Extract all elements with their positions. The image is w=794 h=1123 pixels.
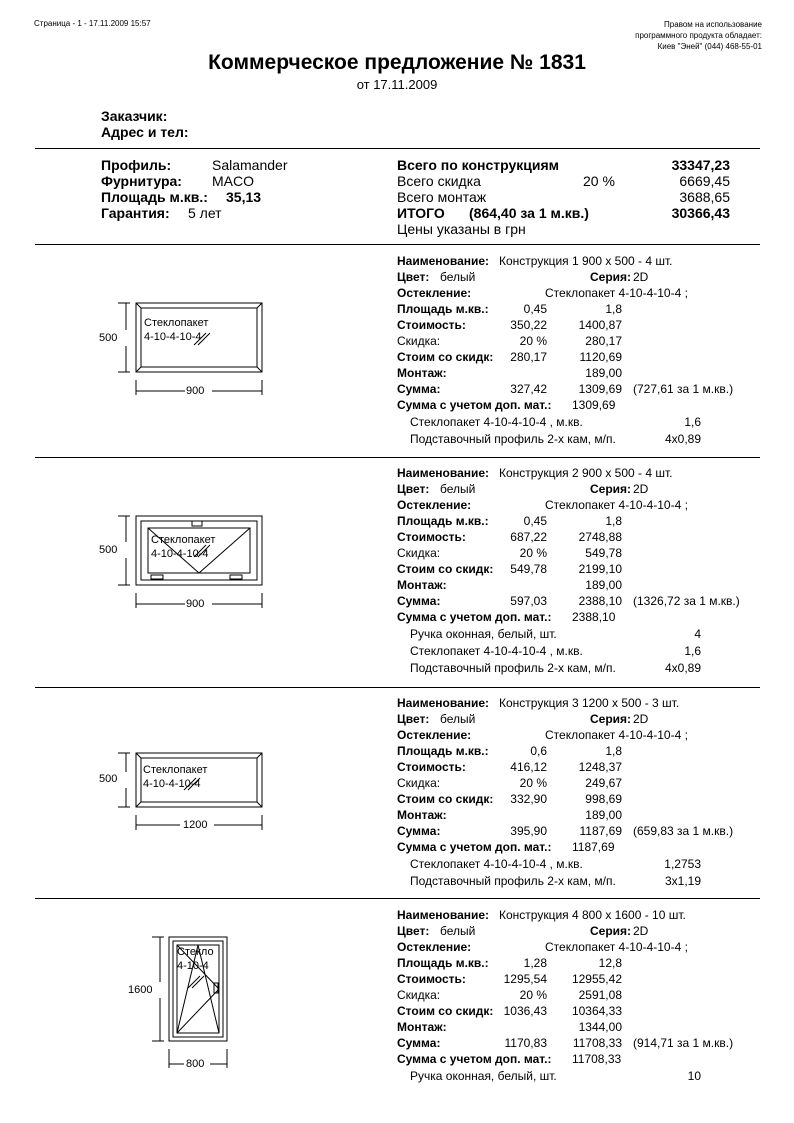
- cost-unit: 687,22: [510, 530, 547, 544]
- discount-label: Всего скидка: [397, 173, 481, 189]
- glazing-label: Остекление:: [397, 728, 472, 742]
- sum-total: 11708,33: [572, 1036, 622, 1050]
- area-unit: 0,45: [523, 302, 547, 316]
- install-label: Монтаж:: [397, 1020, 447, 1034]
- cost-discounted-label: Стоим со скидк:: [397, 792, 494, 806]
- glazing-value: Стеклопакет 4-10-4-10-4 ;: [545, 286, 688, 300]
- series-label: Серия:: [590, 924, 632, 938]
- extra-qty: 1,6: [684, 415, 701, 429]
- rights-line: программного продукта обладает:: [635, 31, 762, 40]
- color-value: белый: [440, 924, 476, 938]
- glass-label: 4-10-4: [177, 960, 209, 972]
- color-value: белый: [440, 482, 476, 496]
- sum-extra-label: Сумма с учетом доп. мат.:: [397, 610, 552, 624]
- sum-total: 2388,10: [578, 594, 622, 608]
- cost-unit: 416,12: [510, 760, 547, 774]
- width-dimension: 900: [186, 385, 205, 397]
- cost-discounted-label: Стоим со скидк:: [397, 350, 494, 364]
- grand-value: 30366,43: [671, 205, 730, 221]
- glass-label: 4-10-4-10-4: [143, 778, 201, 790]
- sum-unit: 597,03: [510, 594, 547, 608]
- fittings-label: Фурнитура:: [101, 173, 182, 189]
- area-unit: 0,45: [523, 514, 547, 528]
- glass-label: Стекло: [177, 946, 214, 958]
- discount-label: Скидка:: [397, 546, 441, 560]
- cost-unit: 350,22: [510, 318, 547, 332]
- area-total: 1,8: [605, 514, 622, 528]
- cost-discounted-total: 2199,10: [578, 562, 622, 576]
- construction-name: Конструкция 1 900 х 500 - 4 шт.: [499, 254, 673, 268]
- install-label: Монтаж:: [397, 808, 447, 822]
- sum-extra-label: Сумма с учетом доп. мат.:: [397, 1052, 552, 1066]
- cost-total: 1248,37: [578, 760, 622, 774]
- divider: [35, 457, 760, 458]
- grand-per-sqm: (864,40 за 1 м.кв.): [469, 205, 589, 221]
- glazing-value: Стеклопакет 4-10-4-10-4 ;: [545, 498, 688, 512]
- discount-percent: 20 %: [583, 173, 615, 189]
- area-unit: 0,6: [530, 744, 547, 758]
- cost-unit: 1295,54: [503, 972, 547, 986]
- sum-extra-value: 2388,10: [572, 610, 616, 624]
- divider: [35, 244, 760, 245]
- height-dimension: 1600: [128, 984, 153, 996]
- extra-qty: 10: [687, 1069, 701, 1083]
- discount-label: Скидка:: [397, 988, 441, 1002]
- cost-discounted-unit: 280,17: [510, 350, 547, 364]
- profile-label: Профиль:: [101, 157, 172, 173]
- install-label: Монтаж:: [397, 366, 447, 380]
- extra-qty: 1,2753: [664, 857, 701, 871]
- glazing-value: Стеклопакет 4-10-4-10-4 ;: [545, 728, 688, 742]
- sum-label: Сумма:: [397, 382, 441, 396]
- color-label: Цвет:: [397, 270, 430, 284]
- height-dimension: 500: [99, 332, 118, 344]
- page-header-left: Страница - 1 - 17.11.2009 15:57: [34, 19, 151, 28]
- glass-label: 4-10-4-10-4: [151, 548, 209, 560]
- glazing-label: Остекление:: [397, 940, 472, 954]
- area-total: 1,8: [605, 744, 622, 758]
- area-label: Площадь м.кв.:: [397, 514, 489, 528]
- profile-value: Salamander: [212, 157, 288, 173]
- name-label: Наименование:: [397, 908, 490, 922]
- sum-label: Сумма:: [397, 824, 441, 838]
- grand-label: ИТОГО: [397, 205, 445, 221]
- color-label: Цвет:: [397, 712, 430, 726]
- warranty-label: Гарантия:: [101, 205, 170, 221]
- extra-name: Стеклопакет 4-10-4-10-4 , м.кв.: [410, 644, 583, 658]
- document-date: от 17.11.2009: [356, 77, 438, 92]
- discount-percent: 20 %: [519, 988, 547, 1002]
- extra-qty: 4x0,89: [664, 432, 701, 446]
- extra-name: Подставочный профиль 2-х кам, м/п.: [410, 874, 616, 888]
- install-total: 189,00: [585, 366, 622, 380]
- name-label: Наименование:: [397, 466, 490, 480]
- cost-discounted-label: Стоим со скидк:: [397, 1004, 494, 1018]
- height-dimension: 500: [99, 773, 118, 785]
- glazing-label: Остекление:: [397, 286, 472, 300]
- cost-total: 1400,87: [578, 318, 622, 332]
- divider: [35, 898, 760, 899]
- warranty-value: 5 лет: [188, 205, 222, 221]
- install-total: 1344,00: [578, 1020, 622, 1034]
- sum-unit: 395,90: [510, 824, 547, 838]
- extra-qty: 3x1,19: [664, 874, 701, 888]
- glass-label: Стеклопакет: [143, 764, 208, 776]
- extra-name: Стеклопакет 4-10-4-10-4 , м.кв.: [410, 857, 583, 871]
- glass-label: Стеклопакет: [144, 317, 209, 329]
- cost-total: 2748,88: [578, 530, 622, 544]
- name-label: Наименование:: [397, 696, 490, 710]
- color-label: Цвет:: [397, 924, 430, 938]
- total-value: 33347,23: [671, 157, 730, 173]
- cost-discounted-total: 10364,33: [571, 1004, 622, 1018]
- rights-notice: [635, 19, 762, 52]
- area-label: Площадь м.кв.:: [397, 744, 489, 758]
- discount-total: 549,78: [585, 546, 622, 560]
- sum-extra-value: 11708,33: [572, 1052, 622, 1066]
- width-dimension: 800: [186, 1058, 205, 1070]
- glazing-value: Стеклопакет 4-10-4-10-4 ;: [545, 940, 688, 954]
- discount-total: 280,17: [585, 334, 622, 348]
- extra-name: Подставочный профиль 2-х кам, м/п.: [410, 661, 616, 675]
- cost-total: 12955,42: [571, 972, 622, 986]
- discount-percent: 20 %: [519, 546, 547, 560]
- install-total: 189,00: [585, 808, 622, 822]
- height-dimension: 500: [99, 544, 118, 556]
- area-value: 35,13: [226, 189, 262, 205]
- install-total: 189,00: [585, 578, 622, 592]
- series-value: 2D: [633, 712, 649, 726]
- sum-label: Сумма:: [397, 1036, 441, 1050]
- cost-discounted-total: 1120,69: [579, 350, 622, 364]
- discount-percent: 20 %: [519, 776, 547, 790]
- extra-qty: 4x0,89: [664, 661, 701, 675]
- series-label: Серия:: [590, 712, 632, 726]
- sum-per-sqm: (1326,72 за 1 м.кв.): [633, 594, 740, 608]
- cost-discounted-label: Стоим со скидк:: [397, 562, 494, 576]
- discount-total: 249,67: [585, 776, 622, 790]
- area-total: 1,8: [605, 302, 622, 316]
- extra-name: Ручка оконная, белый, шт.: [410, 627, 557, 641]
- name-label: Наименование:: [397, 254, 490, 268]
- area-label: Площадь м.кв.:: [101, 189, 208, 205]
- area-unit: 1,28: [523, 956, 547, 970]
- sum-per-sqm: (659,83 за 1 м.кв.): [633, 824, 734, 838]
- cost-label: Стоимость:: [397, 530, 466, 544]
- cost-discounted-unit: 549,78: [510, 562, 547, 576]
- cost-discounted-total: 998,69: [585, 792, 622, 806]
- construction-name: Конструкция 2 900 х 500 - 4 шт.: [499, 466, 673, 480]
- series-label: Серия:: [590, 482, 632, 496]
- customer-label: Заказчик:: [101, 108, 168, 124]
- area-total: 12,8: [598, 956, 622, 970]
- glazing-label: Остекление:: [397, 498, 472, 512]
- cost-label: Стоимость:: [397, 972, 466, 986]
- rights-line: Киев "Эней" (044) 468-55-01: [657, 42, 762, 51]
- cost-discounted-unit: 1036,43: [503, 1004, 547, 1018]
- install-label: Монтаж:: [397, 578, 447, 592]
- discount-label: Скидка:: [397, 334, 441, 348]
- document-title: Коммерческое предложение № 1831: [208, 51, 586, 74]
- area-label: Площадь м.кв.:: [397, 302, 489, 316]
- rights-line: Правом на использование: [664, 20, 762, 29]
- divider: [35, 148, 760, 149]
- extra-name: Подставочный профиль 2-х кам, м/п.: [410, 432, 616, 446]
- discount-label: Скидка:: [397, 776, 441, 790]
- series-label: Серия:: [590, 270, 632, 284]
- sum-extra-label: Сумма с учетом доп. мат.:: [397, 840, 552, 854]
- series-value: 2D: [633, 482, 649, 496]
- area-label: Площадь м.кв.:: [397, 956, 489, 970]
- install-value: 3688,65: [679, 189, 730, 205]
- sum-extra-label: Сумма с учетом доп. мат.:: [397, 398, 552, 412]
- sum-extra-value: 1187,69: [572, 840, 615, 854]
- color-value: белый: [440, 712, 476, 726]
- cost-discounted-unit: 332,90: [510, 792, 547, 806]
- divider: [35, 687, 760, 688]
- width-dimension: 900: [186, 598, 205, 610]
- extra-name: Ручка оконная, белый, шт.: [410, 1069, 557, 1083]
- discount-value: 6669,45: [679, 173, 730, 189]
- sum-extra-value: 1309,69: [572, 398, 616, 412]
- cost-label: Стоимость:: [397, 318, 466, 332]
- address-label: Адрес и тел:: [101, 124, 189, 140]
- sum-total: 1187,69: [579, 824, 622, 838]
- sum-per-sqm: (914,71 за 1 м.кв.): [633, 1036, 734, 1050]
- glass-label: 4-10-4-10-4: [144, 331, 202, 343]
- sum-unit: 1170,83: [504, 1036, 547, 1050]
- color-label: Цвет:: [397, 482, 430, 496]
- extra-qty: 4: [694, 627, 701, 641]
- extra-name: Стеклопакет 4-10-4-10-4 , м.кв.: [410, 415, 583, 429]
- color-value: белый: [440, 270, 476, 284]
- total-label: Всего по конструкциям: [397, 157, 560, 173]
- discount-total: 2591,08: [578, 988, 622, 1002]
- sum-label: Сумма:: [397, 594, 441, 608]
- construction-4-drawing: [0, 0, 1, 1]
- series-value: 2D: [633, 270, 649, 284]
- width-dimension: 1200: [183, 819, 208, 831]
- series-value: 2D: [633, 924, 649, 938]
- install-label: Всего монтаж: [397, 189, 487, 205]
- cost-label: Стоимость:: [397, 760, 466, 774]
- construction-name: Конструкция 3 1200 х 500 - 3 шт.: [499, 696, 680, 710]
- sum-unit: 327,42: [510, 382, 547, 396]
- extra-qty: 1,6: [684, 644, 701, 658]
- sum-per-sqm: (727,61 за 1 м.кв.): [633, 382, 734, 396]
- discount-percent: 20 %: [519, 334, 547, 348]
- fittings-value: MACO: [212, 173, 254, 189]
- glass-label: Стеклопакет: [151, 534, 216, 546]
- currency-note: Цены указаны в грн: [397, 221, 526, 237]
- sum-total: 1309,69: [578, 382, 622, 396]
- construction-name: Конструкция 4 800 х 1600 - 10 шт.: [499, 908, 686, 922]
